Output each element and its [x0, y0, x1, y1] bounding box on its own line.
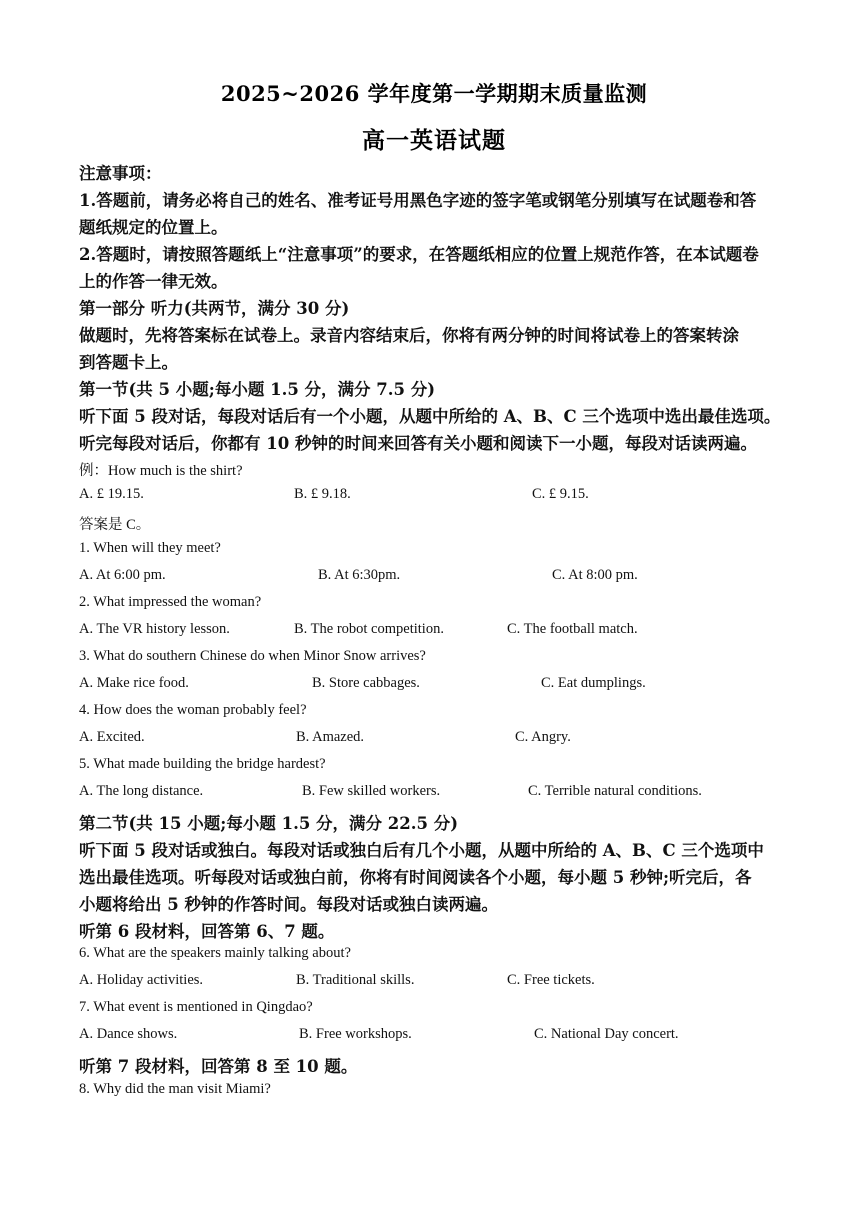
example-option-c: C. £ 9.15. [532, 486, 589, 502]
question-3-option-a: A. Make rice food. [79, 675, 189, 691]
notes-heading: 注意事项： [79, 164, 162, 183]
question-2-option-c: C. The football match. [507, 621, 638, 637]
part1-intro-line-1: 做题时，先将答案标在试卷上。录音内容结束后，你将有两分钟的时间将试卷上的答案转涂 [79, 326, 739, 345]
example-answer: 答案是 C。 [79, 517, 151, 533]
example-option-a: A. £ 19.15. [79, 486, 144, 502]
material-7-heading: 听第 7 段材料，回答第 8 至 10 题。 [79, 1057, 358, 1076]
question-2-option-a: A. The VR history lesson. [79, 621, 230, 637]
note-item-2-line-2: 上的作答一律无效。 [79, 272, 228, 291]
question-6-option-c: C. Free tickets. [507, 972, 595, 988]
part1-heading: 第一部分 听力(共两节，满分 30 分) [79, 299, 350, 318]
material-6-heading: 听第 6 段材料，回答第 6、7 题。 [79, 922, 335, 941]
question-4-option-b: B. Amazed. [296, 729, 365, 745]
section1-instructions-line-1: 听下面 5 段对话，每段对话后有一个小题，从题中所给的 A、B、C 三个选项中选出最佳选项。 [79, 407, 781, 426]
example-option-b: B. £ 9.18. [294, 486, 351, 502]
note-item-1-line-2: 题纸规定的位置上。 [79, 218, 228, 237]
question-6: 6. What are the speakers mainly talking about? [79, 945, 351, 961]
question-1-option-b: B. At 6:30pm. [318, 567, 401, 583]
question-7-option-a: A. Dance shows. [79, 1026, 178, 1042]
example-question: 例：How much is the shirt? [79, 463, 243, 479]
question-2-option-b: B. The robot competition. [294, 621, 444, 637]
section1-instructions-line-2: 听完每段对话后，你都有 10 秒钟的时间来回答有关小题和阅读下一小题，每段对话读两遍。 [79, 434, 757, 453]
question-2: 2. What impressed the woman? [79, 594, 262, 610]
question-3-option-b: B. Store cabbages. [312, 675, 420, 691]
question-1-option-c: C. At 8:00 pm. [552, 567, 638, 583]
question-4-option-c: C. Angry. [515, 729, 571, 745]
question-6-option-a: A. Holiday activities. [79, 972, 204, 988]
question-4: 4. How does the woman probably feel? [79, 702, 307, 718]
question-4-option-a: A. Excited. [79, 729, 145, 745]
section1-heading: 第一节(共 5 小题;每小题 1.5 分，满分 7.5 分) [79, 380, 436, 399]
question-3: 3. What do southern Chinese do when Minor Snow arrives? [79, 648, 426, 664]
question-8: 8. Why did the man visit Miami? [79, 1081, 271, 1097]
question-5: 5. What made building the bridge hardest? [79, 756, 326, 772]
section2-instructions-line-1: 听下面 5 段对话或独白。每段对话或独白后有几个小题，从题中所给的 A、B、C 三个选项中 [79, 841, 764, 860]
question-5-option-c: C. Terrible natural conditions. [528, 783, 702, 799]
note-item-2-line-1: 2.答题时，请按照答题纸上“注意事项”的要求，在答题纸相应的位置上规范作答，在本试题卷 [79, 245, 759, 264]
question-5-option-a: A. The long distance. [79, 783, 204, 799]
question-5-option-b: B. Few skilled workers. [302, 783, 441, 799]
question-7: 7. What event is mentioned in Qingdao? [79, 999, 313, 1015]
question-1-option-a: A. At 6:00 pm. [79, 567, 166, 583]
exam-title: 2025~2026 学年度第一学期期末质量监测 [220, 81, 648, 106]
question-1: 1. When will they meet? [79, 540, 221, 556]
section2-instructions-line-2: 选出最佳选项。听每段对话或独白前，你将有时间阅读各个小题，每小题 5 秒钟;听完后，各 [79, 868, 752, 887]
exam-subtitle: 高一英语试题 [362, 127, 506, 154]
section2-heading: 第二节(共 15 小题;每小题 1.5 分，满分 22.5 分) [79, 814, 459, 833]
question-7-option-c: C. National Day concert. [534, 1026, 679, 1042]
note-item-1-line-1: 1.答题前，请务必将自己的姓名、准考证号用黑色字迹的签字笔或钢笔分别填写在试题卷和答 [79, 191, 757, 210]
section2-instructions-line-3: 小题将给出 5 秒钟的作答时间。每段对话或独白读两遍。 [79, 895, 498, 914]
part1-intro-line-2: 到答题卡上。 [79, 353, 178, 372]
question-7-option-b: B. Free workshops. [299, 1026, 412, 1042]
question-6-option-b: B. Traditional skills. [296, 972, 415, 988]
question-3-option-c: C. Eat dumplings. [541, 675, 646, 691]
